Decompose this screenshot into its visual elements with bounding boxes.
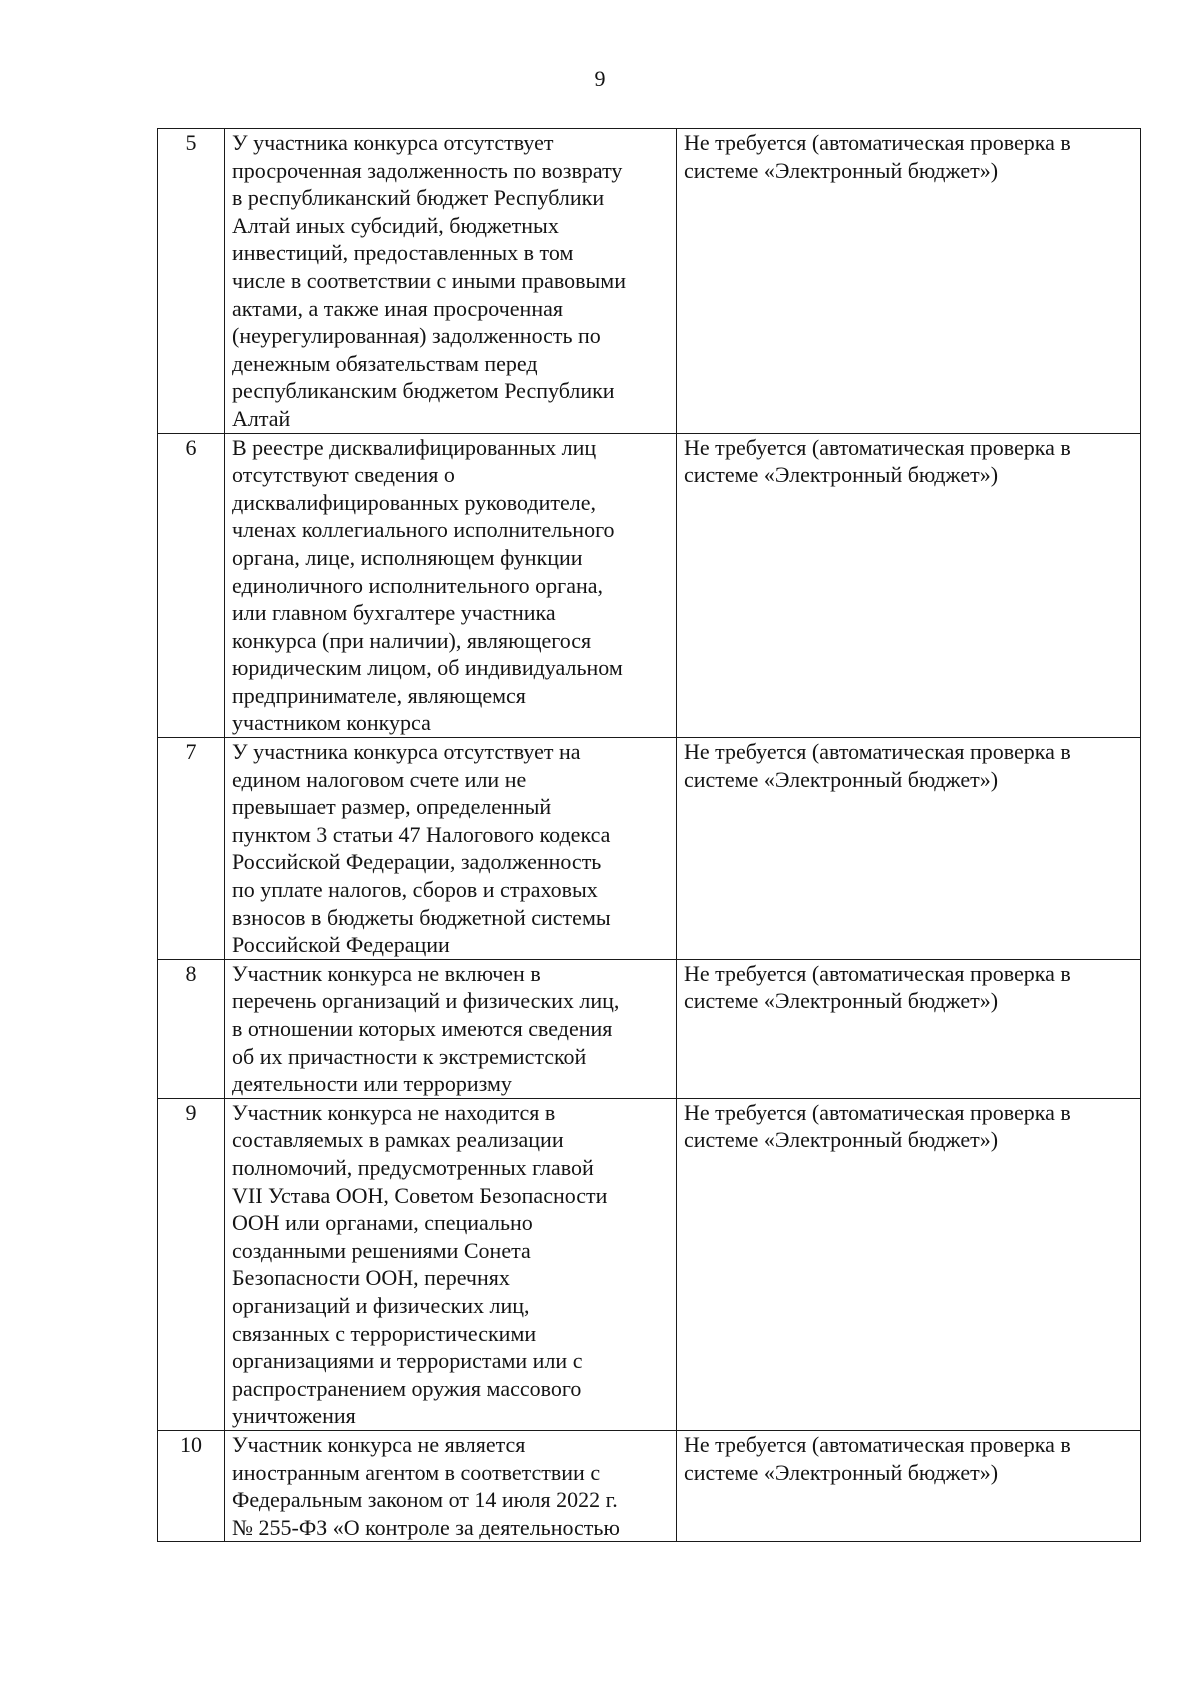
verification-text-line: системе «Электронный бюджет») [684, 1459, 999, 1485]
requirement-text-line: организаций и физических лиц, [232, 1292, 530, 1318]
requirement-text-line: В реестре дисквалифицированных лиц [232, 434, 597, 460]
table-row [158, 433, 1141, 738]
requirement-text-line: Алтай [232, 405, 291, 431]
requirement-text-line: органа, лице, исполняющем функции [232, 544, 583, 570]
requirement-text-line: иностранным агентом в соответствии с [232, 1459, 601, 1485]
verification-cell [677, 1430, 1141, 1541]
requirement-text-line: или главном бухгалтере участника [232, 600, 556, 626]
requirement-text-line: Участник конкурса не включен в [232, 960, 541, 986]
requirement-text-line: связанных с террористическими [232, 1320, 537, 1346]
requirement-text-line: № 255-ФЗ «О контроле за деятельностью [232, 1514, 620, 1540]
requirement-text-line: конкурса (при наличии), являющегося [232, 627, 592, 653]
requirement-text-line: единоличного исполнительного органа, [232, 572, 604, 598]
requirement-text-line: деятельности или терроризму [232, 1071, 512, 1097]
requirement-text-line: Российской Федерации [232, 932, 450, 958]
requirement-text-line: по уплате налогов, сборов и страховых [232, 877, 598, 903]
table-row [158, 959, 1141, 1098]
requirement-text-line: взносов в бюджеты бюджетной системы [232, 904, 611, 930]
requirement-text-line: денежным обязательствам перед [232, 350, 538, 376]
verification-cell [677, 129, 1141, 434]
verification-text-line: системе «Электронный бюджет») [684, 462, 999, 488]
verification-text-line: Не требуется (автоматическая проверка в [684, 434, 1071, 460]
requirement-text-line: юридическим лицом, об индивидуальном [232, 655, 623, 681]
verification-text-line: системе «Электронный бюджет») [684, 1127, 999, 1153]
requirement-text-line: инвестиций, предоставленных в том [232, 240, 574, 266]
verification-text-line: системе «Электронный бюджет») [684, 766, 999, 792]
requirement-text-line: ООН или органами, специально [232, 1210, 533, 1236]
verification-cell [677, 959, 1141, 1098]
verification-cell [677, 738, 1141, 960]
requirement-text-line: в отношении которых имеются сведения [232, 1016, 613, 1041]
requirement-text-line: республиканским бюджетом Республики [232, 378, 615, 404]
requirement-text-line: Участник конкурса не является [232, 1431, 526, 1457]
row-number: 8 [158, 959, 225, 1098]
requirement-text-line: перечень организаций и физических лиц, [232, 988, 620, 1014]
requirement-text-line: дисквалифицированных руководителе, [232, 489, 596, 515]
requirement-cell [225, 433, 677, 738]
verification-text-line: Не требуется (автоматическая проверка в [684, 960, 1071, 986]
requirement-text-line: У участника конкурса отсутствует [232, 130, 554, 155]
row-number: 7 [158, 738, 225, 960]
requirement-text-line: Алтай иных субсидий, бюджетных [232, 212, 559, 238]
requirement-text-line: Участник конкурса не находится в [232, 1099, 556, 1125]
verification-text-line: Не требуется (автоматическая проверка в [684, 130, 1071, 155]
table-row [158, 738, 1141, 960]
requirement-cell [225, 1098, 677, 1430]
requirement-text-line: просроченная задолженность по возврату [232, 157, 623, 183]
table-row [158, 1098, 1141, 1430]
row-number: 5 [158, 129, 225, 434]
requirement-text-line: Безопасности ООН, перечнях [232, 1265, 510, 1291]
row-number: 9 [158, 1098, 225, 1430]
requirement-text-line: едином налоговом счете или не [232, 766, 527, 792]
verification-text-line: Не требуется (автоматическая проверка в [684, 1431, 1071, 1457]
requirement-text-line: VII Устава ООН, Советом Безопасности [232, 1182, 608, 1208]
requirement-cell [225, 129, 677, 434]
requirement-cell [225, 738, 677, 960]
requirement-text-line: полномочий, предусмотренных главой [232, 1154, 594, 1180]
requirement-text-line: распространением оружия массового [232, 1375, 582, 1401]
verification-text-line: системе «Электронный бюджет») [684, 988, 999, 1014]
requirement-cell [225, 1430, 677, 1541]
requirement-text-line: участником конкурса [232, 710, 431, 736]
table-row [158, 1430, 1141, 1541]
page-number: 9 [594, 66, 606, 91]
requirement-text-line: отсутствуют сведения о [232, 462, 455, 488]
verification-text-line: системе «Электронный бюджет») [684, 157, 999, 183]
requirement-text-line: Российской Федерации, задолженность [232, 849, 602, 875]
requirement-text-line: Федеральным законом от 14 июля 2022 г. [232, 1487, 618, 1513]
requirement-text-line: пунктом 3 статьи 47 Налогового кодекса [232, 821, 611, 847]
requirement-text-line: составляемых в рамках реализации [232, 1127, 564, 1153]
row-number: 6 [158, 433, 225, 738]
verification-text-line: Не требуется (автоматическая проверка в [684, 1099, 1071, 1125]
requirement-text-line: числе в соответствии с иными правовыми [232, 267, 626, 293]
row-number: 10 [158, 1430, 225, 1541]
requirement-text-line: предпринимателе, являющемся [232, 682, 526, 708]
verification-text-line: Не требуется (автоматическая проверка в [684, 739, 1071, 765]
requirement-text-line: У участника конкурса отсутствует на [232, 739, 581, 765]
requirement-text-line: организациями и террористами или с [232, 1348, 583, 1374]
requirements-table-body [158, 129, 1141, 1542]
verification-cell [677, 433, 1141, 738]
requirement-text-line: членах коллегиального исполнительного [232, 517, 615, 543]
requirement-text-line: уничтожения [232, 1403, 356, 1429]
requirements-table [157, 128, 1141, 1542]
table-row [158, 129, 1141, 434]
requirement-text-line: актами, а также иная просроченная [232, 295, 563, 321]
requirement-text-line: (неурегулированная) задолженность по [232, 323, 601, 349]
requirement-cell [225, 959, 677, 1098]
requirement-text-line: созданными решениями Сонета [232, 1237, 531, 1263]
requirement-text-line: об их причастности к экстремистской [232, 1043, 587, 1069]
verification-cell [677, 1098, 1141, 1430]
requirement-text-line: превышает размер, определенный [232, 794, 552, 820]
requirement-text-line: в республиканский бюджет Республики [232, 185, 605, 211]
